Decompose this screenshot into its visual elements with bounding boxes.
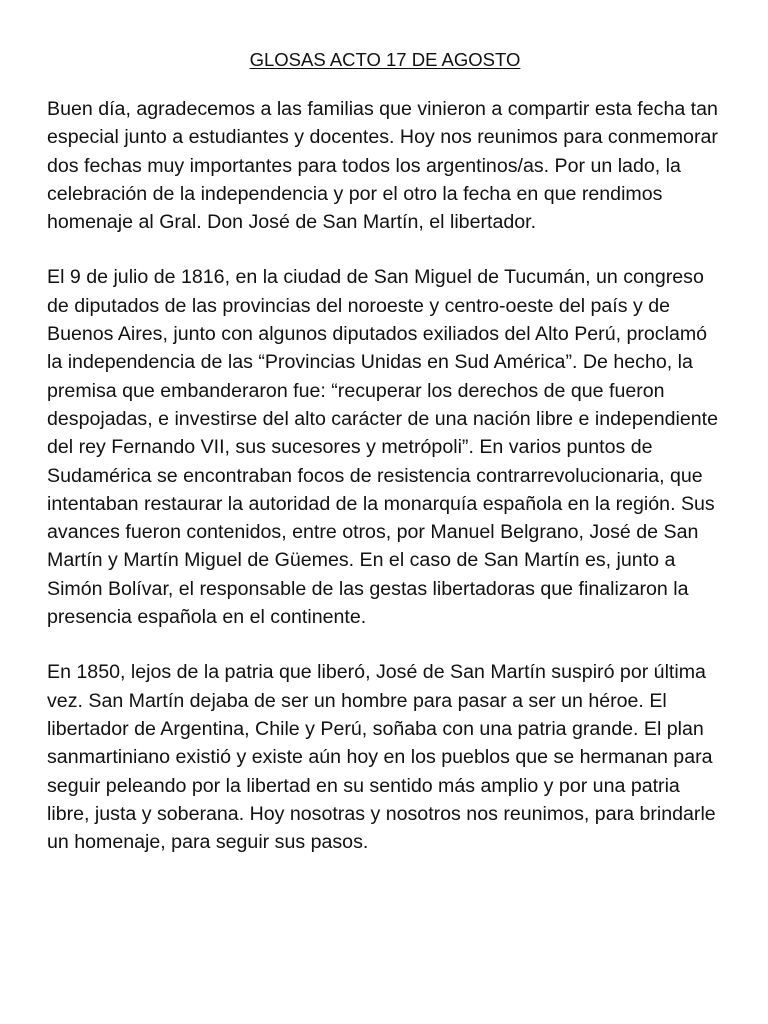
paragraph-welcome: Buen día, agradecemos a las familias que vinieron a compartir esta fecha tan especial junto a estudiantes y docentes. Hoy nos reunimos para conmemorar dos fechas muy importantes para todos los argentinos/as. Por un lado, la celebración de la independencia y por el otro la fecha en que rendimos homenaje al Gral. Don José de San Martín, el libertador.: [47, 98, 718, 234]
document-title: GLOSAS ACTO 17 DE AGOSTO: [249, 49, 521, 70]
document-page: [47, 47, 723, 883]
paragraph-independence: El 9 de julio de 1816, en la ciudad de San Miguel de Tucumán, un congreso de diputados de las provincias del noroeste y centro-oeste del país y de Buenos Aires, junto con algunos diputados exiliados del Alto Perú, proclamó la independencia de las “Provincias Unidas en Sud América”. De hecho, la premisa que embanderaron fue: “recuperar los derechos de que fueron despojadas, e investirse del alto carácter de una nación libre e independiente del rey Fernando VII, sus sucesores y metrópoli”. En varios puntos de Sudamérica se encontraban focos de resistencia contrarrevolucionaria, que intentaban restaurar la autoridad de la monarquía española en la región. Sus avances fueron contenidos, entre otros, por Manuel Belgrano, José de San Martín y Martín Miguel de Güemes. En el caso de San Martín es, junto a Simón Bolívar, el responsable de las gestas libertadoras que finalizaron la presencia española en el continente.: [47, 266, 718, 629]
paragraph-san-martin: En 1850, lejos de la patria que liberó, José de San Martín suspiró por última vez. San Martín dejaba de ser un hombre para pasar a ser un héroe. El libertador de Argentina, Chile y Perú, soñaba con una patria grande. El plan sanmartiniano existió y existe aún hoy en los pueblos que se hermanan para seguir peleando por la libertad en su sentido más amplio y por una patria libre, justa y soberana. Hoy nosotras y nosotros nos reunimos, para brindarle un homenaje, para seguir sus pasos.: [47, 661, 716, 854]
